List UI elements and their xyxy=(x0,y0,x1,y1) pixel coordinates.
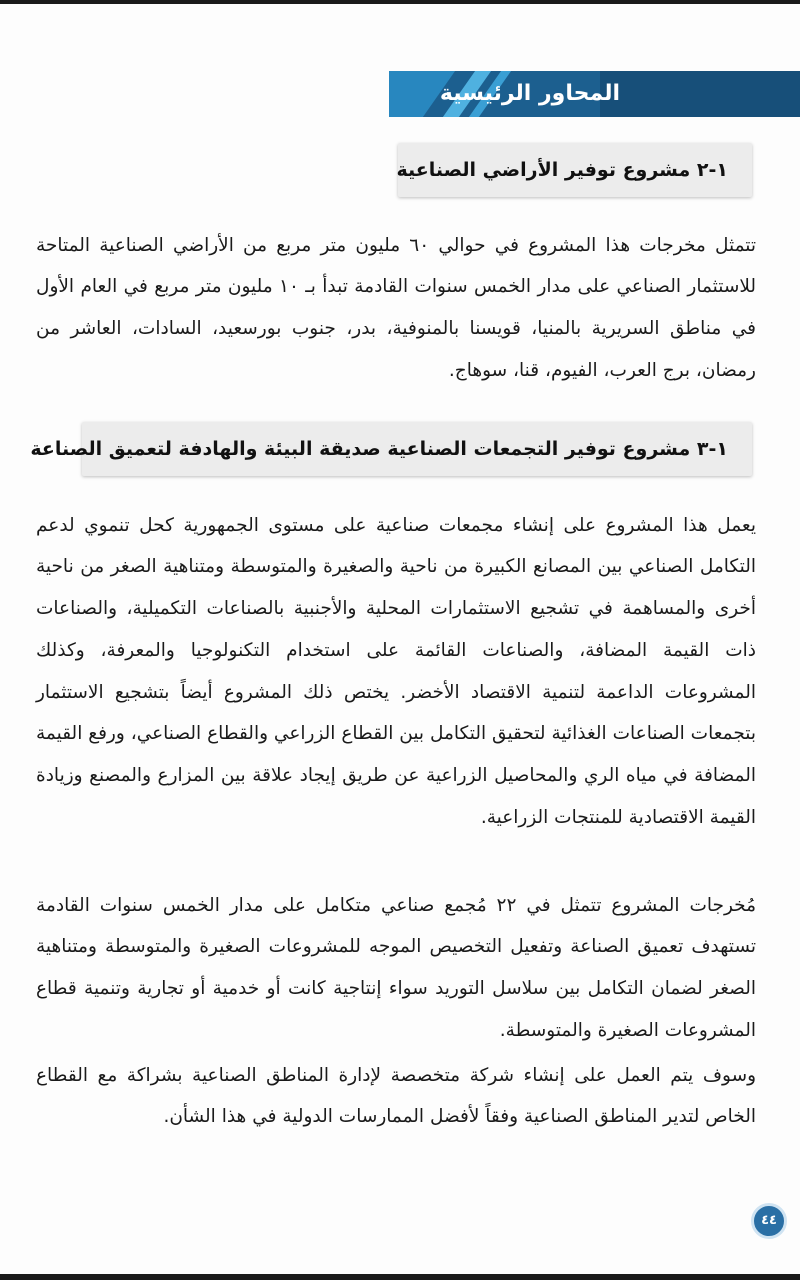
section-banner xyxy=(389,71,800,117)
page-number-badge: ٤٤ xyxy=(751,1203,787,1239)
banner-title-panel xyxy=(600,71,800,117)
section-heading-1-2 xyxy=(398,143,752,197)
banner-title: المحاور الرئيسية xyxy=(439,81,620,106)
section-heading-text: ١-٣ مشروع توفير التجمعات الصناعية صديقة البيئة والهادفة لتعميق الصناعة xyxy=(30,438,728,460)
section-heading-1-3 xyxy=(30,422,752,476)
section-1-3-paragraph-1: يعمل هذا المشروع على إنشاء مجمعات صناعية على مستوى الجمهورية كحل تنموي لدعم التكامل الصناعي بين المصانع الكبيرة من ناحية والصغيرة والمتوسطة ومتناهية الصغر من ناحية أخرى والمساهمة في تشجيع الاستثمارات المحلية والأجنبية بالصناعات التكميلية، والصناعات ذات القيمة المضافة، والصناعات القائمة على استخدام التكنولوجيا والمعرفة، وكذلك المشروعات الداعمة لتنمية الاقتصاد الأخضر. يختص ذلك المشروع أيضاً بتشجيع الاستثمار بتجمعات الصناعات الغذائية لتحقيق التكامل بين القطاع الزراعي والقطاع الصناعي، ورفع القيمة المضافة في مياه الري والمحاصيل الزراعية عن طريق إيجاد علاقة بين المزارع والمصنع وزيادة القيمة الاقتصادية للمنتجات الزراعية. xyxy=(36,514,756,829)
section-1-3-paragraph-2: مُخرجات المشروع تتمثل في ٢٢ مُجمع صناعي متكامل على مدار الخمس سنوات القادمة تستهدف تعميق الصناعة وتفعيل التخصيص الموجه للمشروعات الصغيرة والمتوسطة ومتناهية الصغر لضمان التكامل بين سلاسل التوريد سواء إنتاجية كانت أو خدمية أو تجارية وتنمية قطاع المشروعات الصغيرة والمتوسطة. xyxy=(36,894,756,1041)
document-page xyxy=(0,4,800,1274)
section-1-3-paragraph-3: وسوف يتم العمل على إنشاء شركة متخصصة لإدارة المناطق الصناعية بشراكة مع القطاع الخاص لتدير المناطق الصناعية وفقاً لأفضل الممارسات الدولية في هذا الشأن. xyxy=(36,1064,756,1128)
section-1-2-paragraph: تتمثل مخرجات هذا المشروع في حوالي ٦٠ مليون متر مربع من الأراضي الصناعية المتاحة للاستثمار الصناعي على مدار الخمس سنوات القادمة تبدأ بـ ١٠ مليون متر مربع في العام الأول في مناطق السريرية بالمنيا، قويسنا بالمنوفية، بدر، جنوب بورسعيد، السادات، العاشر من رمضان، برج العرب، الفيوم، قنا، سوهاج. xyxy=(36,234,756,381)
section-heading-text: ١-٢ مشروع توفير الأراضي الصناعية xyxy=(396,159,728,181)
